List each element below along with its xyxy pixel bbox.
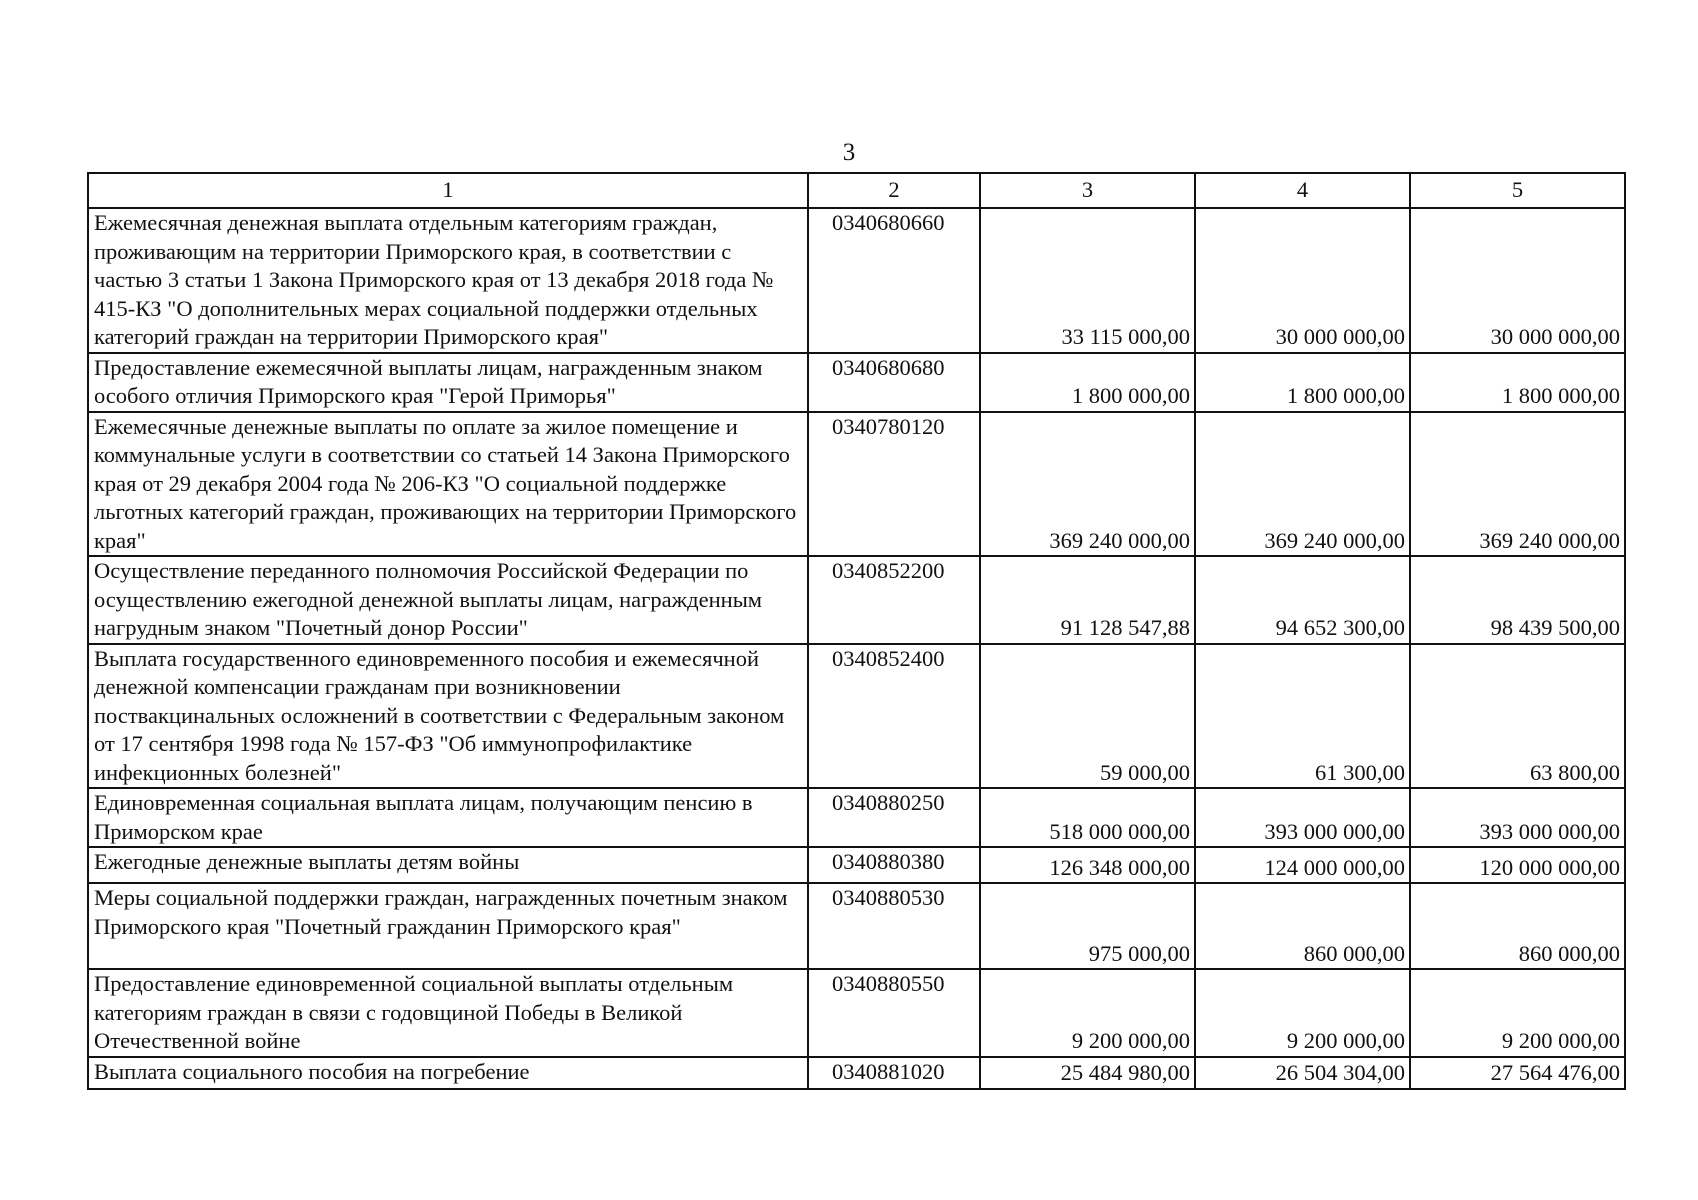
budget-code-cell: 0340780120 [808,412,980,557]
amount-cell: 91 128 547,88 [980,556,1195,644]
budget-code-cell: 0340880550 [808,969,980,1057]
budget-code-cell: 0340880250 [808,788,980,847]
column-header: 5 [1410,173,1625,208]
budget-code-cell: 0340852200 [808,556,980,644]
expense-name-cell: Ежемесячная денежная выплата отдельным категориям граждан, проживающим на территории Приморского края, в соответствии с частью 3 статьи 1 Закона Приморского края от 13 декабря 2018 года № 415-КЗ "О дополнительных мерах социальной поддержки отдельных категорий граждан на территории Приморского края" [88,208,808,353]
expense-name-cell: Предоставление единовременной социальной выплаты отдельным категориям граждан в связи с годовщиной Победы в Великой Отечественной войне [88,969,808,1057]
expense-name-cell: Ежегодные денежные выплаты детям войны [88,847,808,883]
table-row [88,412,1625,557]
amount-cell: 369 240 000,00 [1410,412,1625,557]
amount-cell: 9 200 000,00 [980,969,1195,1057]
table-row [88,644,1625,789]
amount-cell: 1 800 000,00 [980,353,1195,412]
amount-cell: 369 240 000,00 [980,412,1195,557]
amount-cell: 1 800 000,00 [1410,353,1625,412]
budget-table [87,172,1626,1090]
amount-cell: 860 000,00 [1195,883,1410,969]
column-header: 1 [88,173,808,208]
table-row [88,556,1625,644]
amount-cell: 33 115 000,00 [980,208,1195,353]
amount-cell: 30 000 000,00 [1410,208,1625,353]
expense-name-cell: Предоставление ежемесячной выплаты лицам, награжденным знаком особого отличия Приморского края "Герой Приморья" [88,353,808,412]
budget-code-cell: 0340880530 [808,883,980,969]
amount-cell: 25 484 980,00 [980,1057,1195,1089]
budget-code-cell: 0340880380 [808,847,980,883]
table-header-row [88,173,1625,208]
amount-cell: 518 000 000,00 [980,788,1195,847]
budget-code-cell: 0340852400 [808,644,980,789]
expense-name-cell: Выплата государственного единовременного пособия и ежемесячной денежной компенсации гражданам при возникновении поствакцинальных осложнений в соответствии с Федеральным законом от 17 сентября 1998 года № 157-ФЗ "Об иммунопрофилактике инфекционных болезней" [88,644,808,789]
table-row [88,208,1625,353]
table-row [88,883,1625,969]
amount-cell: 860 000,00 [1410,883,1625,969]
amount-cell: 26 504 304,00 [1195,1057,1410,1089]
amount-cell: 124 000 000,00 [1195,847,1410,883]
column-header: 3 [980,173,1195,208]
amount-cell: 30 000 000,00 [1195,208,1410,353]
amount-cell: 393 000 000,00 [1410,788,1625,847]
budget-code-cell: 0340680680 [808,353,980,412]
amount-cell: 120 000 000,00 [1410,847,1625,883]
amount-cell: 27 564 476,00 [1410,1057,1625,1089]
amount-cell: 59 000,00 [980,644,1195,789]
table-row [88,969,1625,1057]
table-row [88,788,1625,847]
expense-name-cell: Осуществление переданного полномочия Российской Федерации по осуществлению ежегодной денежной выплаты лицам, награжденным нагрудным знаком "Почетный донор России" [88,556,808,644]
column-header: 2 [808,173,980,208]
amount-cell: 94 652 300,00 [1195,556,1410,644]
expense-name-cell: Единовременная социальная выплата лицам, получающим пенсию в Приморском крае [88,788,808,847]
column-header: 4 [1195,173,1410,208]
budget-code-cell: 0340680660 [808,208,980,353]
page-number: 3 [842,139,856,166]
amount-cell: 61 300,00 [1195,644,1410,789]
table-row [88,847,1625,883]
amount-cell: 126 348 000,00 [980,847,1195,883]
amount-cell: 975 000,00 [980,883,1195,969]
expense-name-cell: Меры социальной поддержки граждан, награжденных почетным знаком Приморского края "Почетный гражданин Приморского края" [88,883,808,969]
budget-code-cell: 0340881020 [808,1057,980,1089]
table-row [88,353,1625,412]
amount-cell: 1 800 000,00 [1195,353,1410,412]
amount-cell: 98 439 500,00 [1410,556,1625,644]
amount-cell: 63 800,00 [1410,644,1625,789]
amount-cell: 369 240 000,00 [1195,412,1410,557]
amount-cell: 9 200 000,00 [1195,969,1410,1057]
expense-name-cell: Выплата социального пособия на погребение [88,1057,808,1089]
amount-cell: 9 200 000,00 [1410,969,1625,1057]
amount-cell: 393 000 000,00 [1195,788,1410,847]
expense-name-cell: Ежемесячные денежные выплаты по оплате за жилое помещение и коммунальные услуги в соответствии со статьей 14 Закона Приморского края от 29 декабря 2004 года № 206-КЗ "О социальной поддержке льготных категорий граждан, проживающих на территории Приморского края" [88,412,808,557]
table-row [88,1057,1625,1089]
